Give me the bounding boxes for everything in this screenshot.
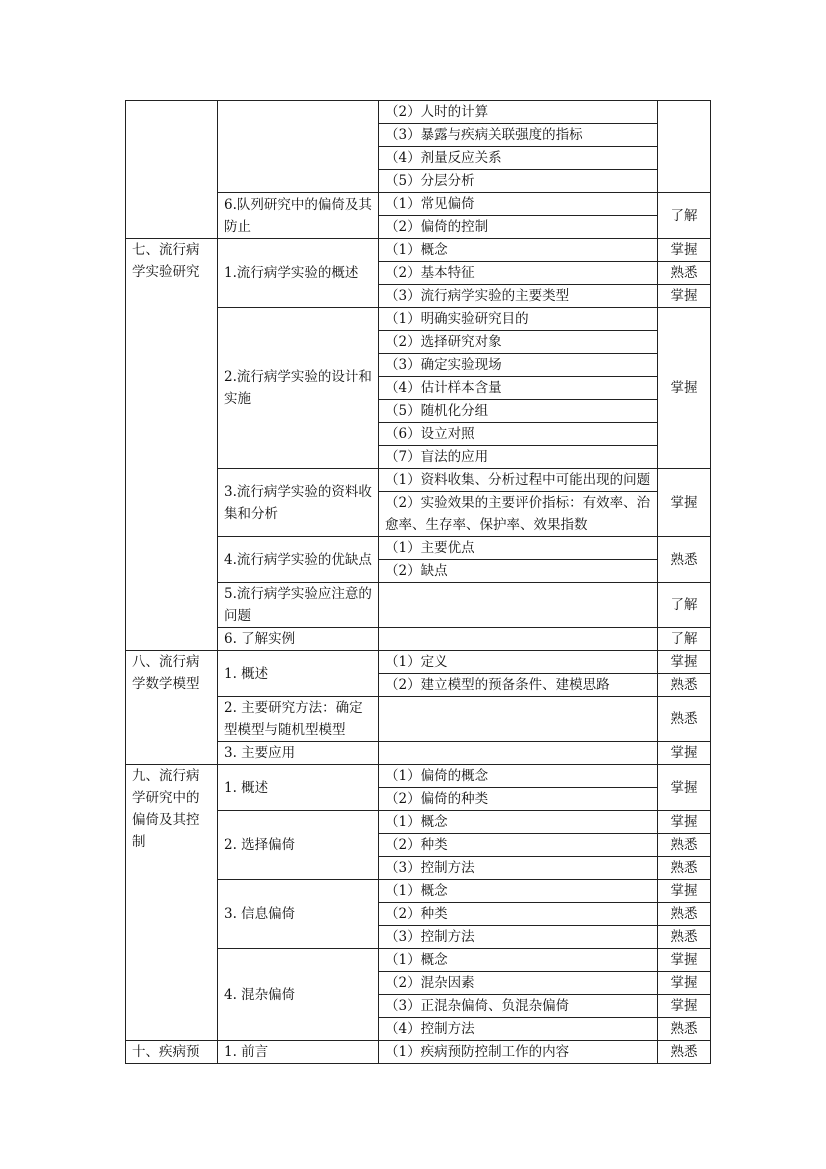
content-cell: （3）确定实验现场: [379, 354, 658, 377]
content-cell: （2）偏倚的控制: [379, 216, 658, 239]
syllabus-table: [125, 100, 711, 1064]
content-cell: （2）缺点: [379, 560, 658, 583]
level-cell: 了解: [658, 193, 711, 239]
content-cell: [379, 742, 658, 765]
content-cell: （3）暴露与疾病关联强度的指标: [379, 124, 658, 147]
level-cell: 掌握: [658, 972, 711, 995]
topic-cell: 1.流行病学实验的概述: [218, 239, 379, 308]
content-cell: （4）估计样本含量: [379, 377, 658, 400]
level-cell: 熟悉: [658, 697, 711, 742]
level-cell: 了解: [658, 628, 711, 651]
content-cell: （2）人时的计算: [379, 101, 658, 124]
topic-cell: 2. 主要研究方法：确定型模型与随机型模型: [218, 697, 379, 742]
content-cell: （1）主要优点: [379, 537, 658, 560]
table-row: [126, 239, 711, 262]
chapter-cell: [126, 101, 218, 239]
level-cell: [658, 101, 711, 193]
content-cell: （2）建立模型的预备条件、建模思路: [379, 674, 658, 697]
content-cell: （2）偏倚的种类: [379, 788, 658, 811]
content-cell: （1）概念: [379, 949, 658, 972]
content-cell: （1）常见偏倚: [379, 193, 658, 216]
chapter-cell: 八、流行病学数学模型: [126, 651, 218, 765]
topic-cell: [218, 101, 379, 193]
topic-cell: 2. 选择偏倚: [218, 811, 379, 880]
level-cell: 熟悉: [658, 1041, 711, 1064]
level-cell: 熟悉: [658, 537, 711, 583]
content-cell: [379, 628, 658, 651]
content-cell: （5）分层分析: [379, 170, 658, 193]
level-cell: 掌握: [658, 949, 711, 972]
content-cell: （3）控制方法: [379, 857, 658, 880]
level-cell: 掌握: [658, 742, 711, 765]
level-cell: 掌握: [658, 285, 711, 308]
topic-cell: 4. 混杂偏倚: [218, 949, 379, 1041]
chapter-cell: 十、疾病预: [126, 1041, 218, 1064]
level-cell: 熟悉: [658, 926, 711, 949]
topic-cell: 5.流行病学实验应注意的问题: [218, 583, 379, 628]
level-cell: 掌握: [658, 811, 711, 834]
content-cell: （1）资料收集、分析过程中可能出现的问题: [379, 469, 658, 492]
topic-cell: 2.流行病学实验的设计和实施: [218, 308, 379, 469]
content-cell: （6）设立对照: [379, 423, 658, 446]
topic-cell: 6.队列研究中的偏倚及其防止: [218, 193, 379, 239]
topic-cell: 6. 了解实例: [218, 628, 379, 651]
level-cell: 熟悉: [658, 857, 711, 880]
content-cell: （3）流行病学实验的主要类型: [379, 285, 658, 308]
content-cell: （4）控制方法: [379, 1018, 658, 1041]
content-cell: （4）剂量反应关系: [379, 147, 658, 170]
table-row: [126, 765, 711, 788]
level-cell: 掌握: [658, 765, 711, 811]
level-cell: 掌握: [658, 239, 711, 262]
content-cell: （1）概念: [379, 811, 658, 834]
content-cell: （1）定义: [379, 651, 658, 674]
content-cell: （5）随机化分组: [379, 400, 658, 423]
content-cell: （1）概念: [379, 239, 658, 262]
content-cell: （3）正混杂偏倚、负混杂偏倚: [379, 995, 658, 1018]
level-cell: 掌握: [658, 308, 711, 469]
content-cell: （1）概念: [379, 880, 658, 903]
chapter-cell: 七、流行病学实验研究: [126, 239, 218, 651]
chapter-cell: 九、流行病学研究中的偏倚及其控制: [126, 765, 218, 1041]
content-cell: （2）种类: [379, 834, 658, 857]
level-cell: 掌握: [658, 995, 711, 1018]
level-cell: 了解: [658, 583, 711, 628]
content-cell: （1）偏倚的概念: [379, 765, 658, 788]
content-cell: （1）明确实验研究目的: [379, 308, 658, 331]
topic-cell: 4.流行病学实验的优缺点: [218, 537, 379, 583]
table-row: [126, 101, 711, 124]
level-cell: 熟悉: [658, 674, 711, 697]
topic-cell: 3. 主要应用: [218, 742, 379, 765]
content-cell: [379, 583, 658, 628]
level-cell: 熟悉: [658, 1018, 711, 1041]
content-cell: （1）疾病预防控制工作的内容: [379, 1041, 658, 1064]
topic-cell: 1. 概述: [218, 651, 379, 697]
content-cell: （3）控制方法: [379, 926, 658, 949]
level-cell: 掌握: [658, 651, 711, 674]
topic-cell: 3.流行病学实验的资料收集和分析: [218, 469, 379, 537]
topic-cell: 1. 前言: [218, 1041, 379, 1064]
level-cell: 熟悉: [658, 903, 711, 926]
content-cell: （7）盲法的应用: [379, 446, 658, 469]
level-cell: 熟悉: [658, 834, 711, 857]
topic-cell: 1. 概述: [218, 765, 379, 811]
level-cell: 掌握: [658, 880, 711, 903]
level-cell: 掌握: [658, 469, 711, 537]
content-cell: [379, 697, 658, 742]
content-cell: （2）选择研究对象: [379, 331, 658, 354]
level-cell: 熟悉: [658, 262, 711, 285]
table-row: [126, 1041, 711, 1064]
content-cell: （2）实验效果的主要评价指标：有效率、治愈率、生存率、保护率、效果指数: [379, 492, 658, 537]
content-cell: （2）混杂因素: [379, 972, 658, 995]
topic-cell: 3. 信息偏倚: [218, 880, 379, 949]
content-cell: （2）基本特征: [379, 262, 658, 285]
content-cell: （2）种类: [379, 903, 658, 926]
table-row: [126, 651, 711, 674]
